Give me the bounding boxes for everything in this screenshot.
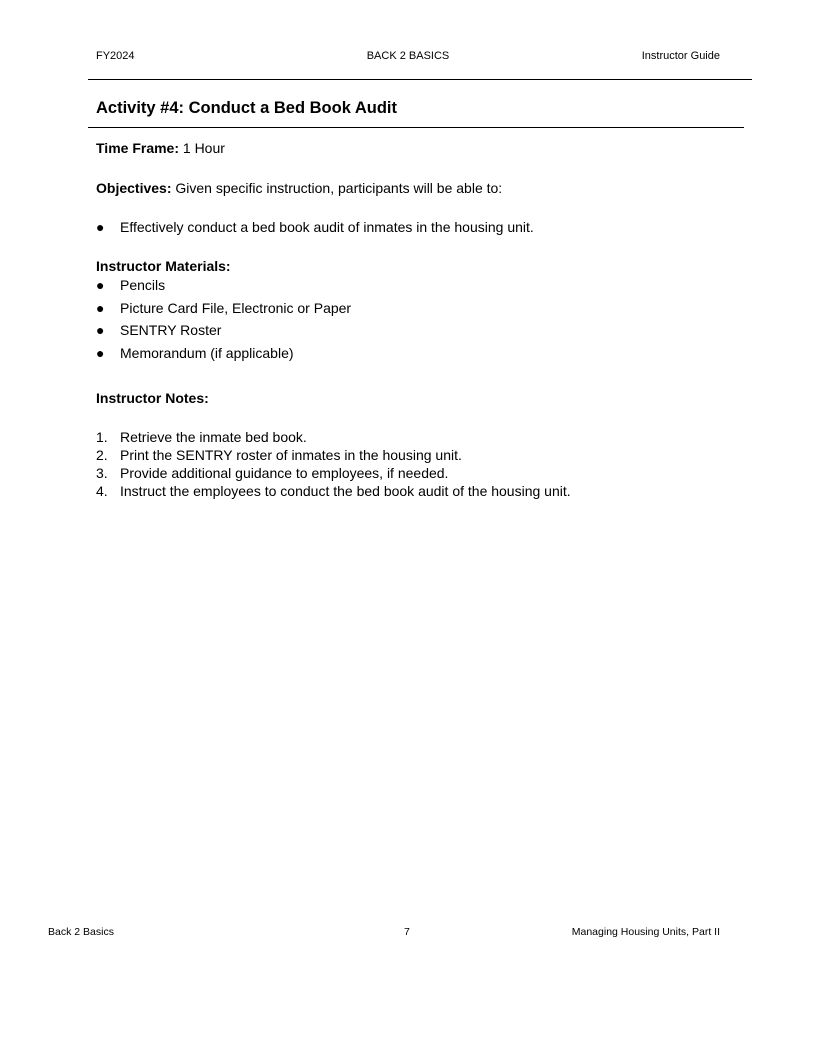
list-item: ● Picture Card File, Electronic or Paper xyxy=(96,300,352,316)
header-right: Instructor Guide xyxy=(641,50,720,62)
objectives: Objectives: Given specific instruction, participants will be able to: xyxy=(96,180,503,196)
footer-left: Back 2 Basics xyxy=(48,926,114,938)
list-item: ● Pencils xyxy=(96,277,166,293)
list-item: 3. Provide additional guidance to employees, if needed. xyxy=(96,465,449,481)
notes-heading: Instructor Notes: xyxy=(96,390,209,406)
footer-right: Managing Housing Units, Part II xyxy=(571,926,720,938)
materials-heading: Instructor Materials: xyxy=(96,258,231,274)
list-item: 4. Instruct the employees to conduct the bed book audit of the housing unit. xyxy=(96,483,571,499)
page-number: 7 xyxy=(404,926,410,938)
list-item: ● SENTRY Roster xyxy=(96,322,222,338)
header-center: BACK 2 BASICS xyxy=(366,50,450,62)
list-item: ● Memorandum (if applicable) xyxy=(96,345,294,361)
header-rule xyxy=(88,79,752,80)
activity-title: Activity #4: Conduct a Bed Book Audit xyxy=(96,99,397,117)
list-item: 1. Retrieve the inmate bed book. xyxy=(96,429,307,445)
time-frame: Time Frame: 1 Hour xyxy=(96,140,225,156)
list-item: 2. Print the SENTRY roster of inmates in the housing unit. xyxy=(96,447,462,463)
list-item: ● Effectively conduct a bed book audit of inmates in the housing unit. xyxy=(96,219,534,235)
title-rule xyxy=(88,127,744,128)
header-left: FY2024 xyxy=(96,50,135,62)
